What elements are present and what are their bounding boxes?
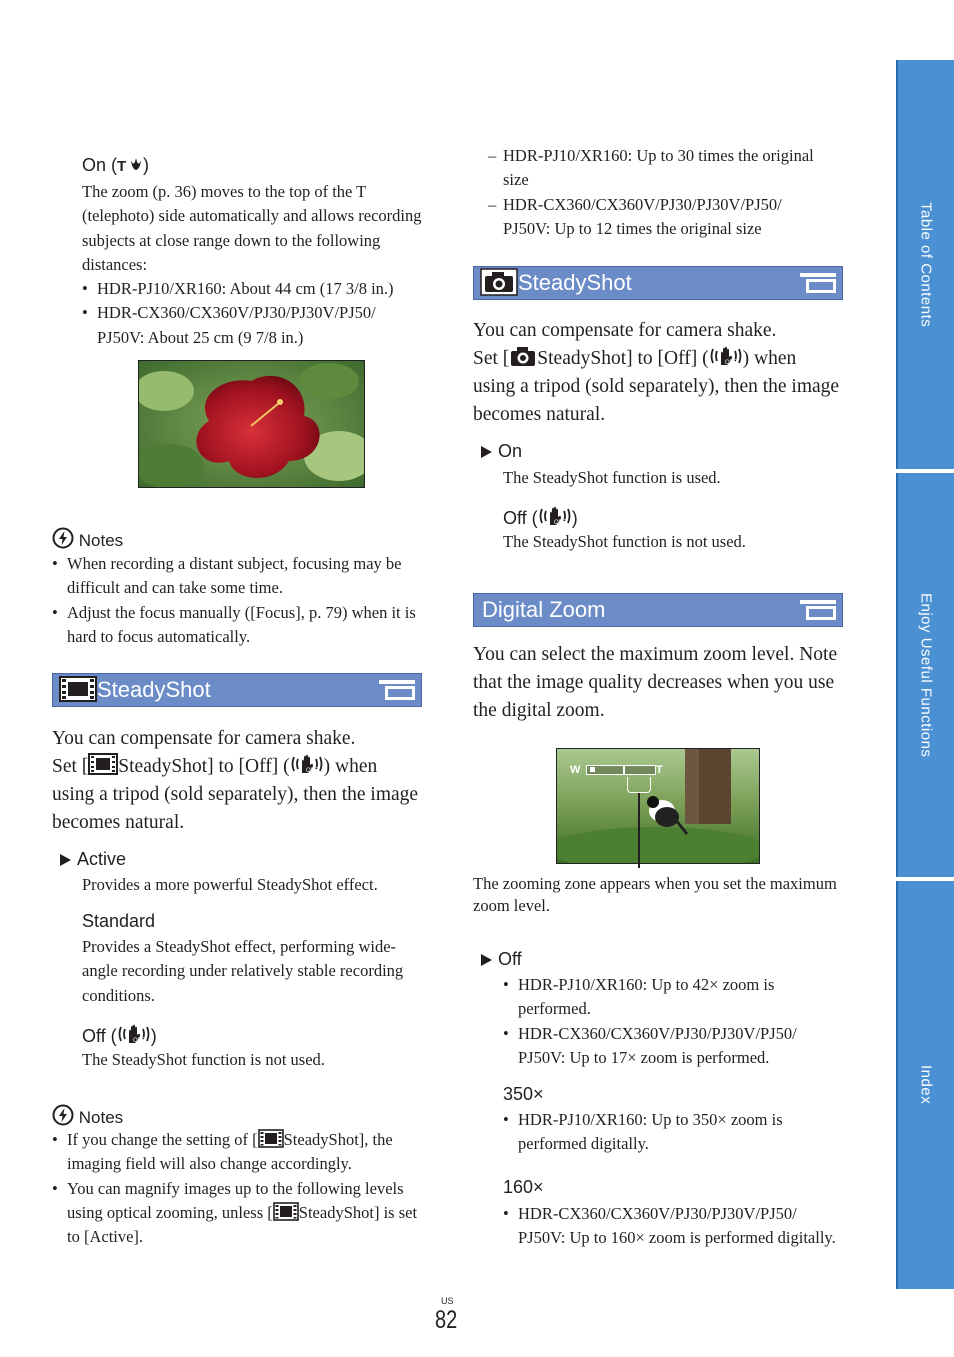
notes-list bbox=[52, 1128, 427, 1249]
list-item: • HDR-PJ10/XR160: About 44 cm (17 3/8 in.) bbox=[82, 277, 427, 301]
svg-text:OFF: OFF bbox=[132, 1038, 145, 1044]
list-item: – HDR-CX360/CX360V/PJ30/PJ30V/PJ50/ PJ50V: Up to 12 times the original size bbox=[488, 193, 828, 242]
steadyshot-off-icon bbox=[290, 753, 324, 775]
zoom-caption: The zooming zone appears when you set the maximum zoom level. bbox=[473, 874, 837, 915]
movie-film-icon bbox=[88, 753, 118, 775]
tab-index[interactable] bbox=[896, 881, 954, 1289]
option-off-text: The SteadyShot function is not used. bbox=[503, 532, 746, 551]
section-header-digital-zoom: Digital Zoom bbox=[473, 593, 843, 627]
tab-label: Enjoy Useful Functions bbox=[917, 592, 935, 758]
movie-steadyshot-intro: You can compensate for camera shake. Set [ SteadyShot] to [Off] ( OFF ) when using a tripod (sold separately), then the image becomes natural. bbox=[52, 728, 419, 833]
option-350-list bbox=[503, 1108, 843, 1157]
movie-film-icon bbox=[273, 1202, 299, 1221]
notes-icon bbox=[52, 1104, 74, 1126]
zoom-bar-track bbox=[586, 765, 656, 775]
option-active-text: Provides a more powerful SteadyShot effect. bbox=[82, 875, 378, 894]
zoom-levels-list bbox=[488, 144, 828, 241]
list-item: • When recording a distant subject, focusing may be difficult and can take some time. bbox=[52, 552, 427, 601]
page-number: 82 bbox=[435, 1306, 458, 1334]
section-header-movie-steadyshot: SteadyShot bbox=[52, 673, 422, 707]
list-item: • HDR-PJ10/XR160: Up to 42× zoom is performed. bbox=[503, 973, 843, 1022]
movie-film-icon bbox=[258, 1129, 284, 1148]
option-on-list bbox=[82, 277, 427, 350]
list-item: • HDR-PJ10/XR160: Up to 350× zoom is performed digitally. bbox=[503, 1108, 843, 1157]
steadyshot-off-icon bbox=[538, 505, 572, 527]
tab-label: Index bbox=[917, 1065, 935, 1105]
movie-film-icon bbox=[59, 676, 97, 702]
macro-tele-icon bbox=[117, 156, 143, 174]
option-standard-text: Provides a SteadyShot effect, performing wide-angle recording under relatively stable recording conditions. bbox=[82, 937, 404, 1005]
zoom-bar-divider bbox=[623, 765, 625, 774]
menu-category-icon bbox=[800, 273, 836, 293]
notes-heading: Notes bbox=[52, 1104, 123, 1128]
menu-category-icon bbox=[379, 680, 415, 700]
option-on-text: The SteadyShot function is used. bbox=[503, 468, 721, 487]
svg-text:T: T bbox=[117, 158, 127, 174]
steadyshot-off-icon bbox=[117, 1023, 151, 1045]
notes-icon bbox=[52, 527, 74, 549]
callout-line bbox=[638, 793, 640, 868]
option-off-text: The SteadyShot function is not used. bbox=[82, 1050, 325, 1069]
option-active-title: Active bbox=[60, 849, 126, 870]
default-setting-arrow-icon bbox=[481, 446, 492, 458]
option-160-list bbox=[503, 1202, 843, 1251]
option-off-title: Off ( OFF ) bbox=[503, 505, 578, 529]
list-item: • Adjust the focus manually ([Focus], p. 79) when it is hard to focus automatically. bbox=[52, 601, 427, 650]
camera-icon bbox=[509, 345, 537, 367]
option-on-title: On ( T ) bbox=[82, 155, 150, 175]
list-item: • HDR-CX360/CX360V/PJ30/PJ30V/PJ50/ PJ50V: About 25 cm (9 7/8 in.) bbox=[82, 301, 427, 350]
section-header-photo-steadyshot: SteadyShot bbox=[473, 266, 843, 300]
svg-text:OFF: OFF bbox=[305, 768, 318, 774]
menu-category-icon bbox=[800, 600, 836, 620]
notes-list bbox=[52, 552, 427, 649]
tab-table-of-contents[interactable] bbox=[896, 60, 954, 469]
option-on-title: On bbox=[481, 441, 522, 462]
zoom-zone-bracket bbox=[627, 777, 651, 793]
list-item: • If you change the setting of [ SteadyShot], the imaging field will also change accordingly. bbox=[52, 1128, 427, 1177]
list-item: – HDR-PJ10/XR160: Up to 30 times the original size bbox=[488, 144, 828, 193]
zoom-bar-indicator bbox=[590, 767, 595, 772]
tab-label: Table of Contents bbox=[917, 201, 935, 328]
zoom-tele-label: T bbox=[656, 764, 663, 776]
steadyshot-off-icon bbox=[709, 345, 743, 367]
region-label: US bbox=[441, 1296, 454, 1306]
option-off-title: Off bbox=[481, 949, 522, 970]
svg-text:OFF: OFF bbox=[724, 360, 737, 366]
list-item: • HDR-CX360/CX360V/PJ30/PJ30V/PJ50/ PJ50V: Up to 17× zoom is performed. bbox=[503, 1022, 843, 1071]
option-160-title: 160× bbox=[503, 1177, 544, 1197]
option-on-text: The zoom (p. 36) moves to the top of the T (telephoto) side automatically and allows recording subjects at close range down to the following distances: bbox=[82, 182, 422, 274]
option-standard-title: Standard bbox=[82, 911, 156, 931]
zoom-wide-label: W bbox=[570, 764, 581, 776]
default-setting-arrow-icon bbox=[481, 954, 492, 966]
option-off-list bbox=[503, 973, 843, 1070]
list-item: • You can magnify images up to the following levels using optical zooming, unless [ SteadyShot] is set to [Active]. bbox=[52, 1177, 427, 1250]
notes-heading: Notes bbox=[52, 527, 123, 551]
tab-enjoy-useful-functions[interactable] bbox=[896, 473, 954, 877]
list-item: • HDR-CX360/CX360V/PJ30/PJ30V/PJ50/ PJ50V: Up to 160× zoom is performed digitally. bbox=[503, 1202, 843, 1251]
photo-steadyshot-intro: You can compensate for camera shake. Set [ SteadyShot] to [Off] ( OFF ) when using a tripod (sold separately), then the image becomes natural. bbox=[473, 320, 840, 425]
digital-zoom-intro: You can select the maximum zoom level. Note that the image quality decreases when you use the digital zoom. bbox=[473, 644, 838, 721]
svg-text:OFF: OFF bbox=[553, 520, 566, 526]
option-off-title: Off ( OFF ) bbox=[82, 1023, 157, 1047]
default-setting-arrow-icon bbox=[60, 854, 71, 866]
flower-photo bbox=[138, 360, 365, 488]
camera-icon bbox=[480, 268, 518, 296]
option-350-title: 350× bbox=[503, 1084, 544, 1104]
